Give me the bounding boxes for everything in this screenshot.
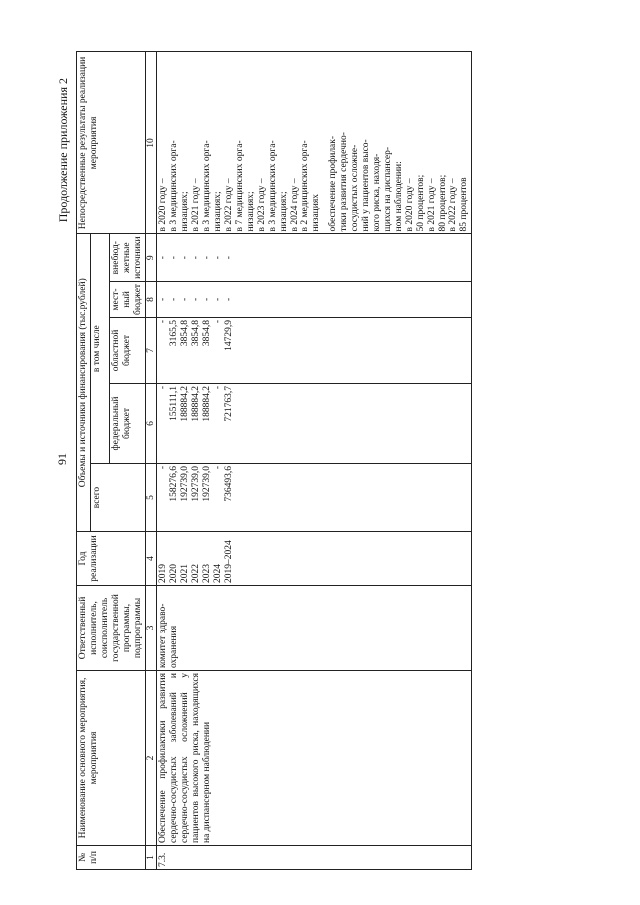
- federal-cell: 188884,2: [191, 386, 202, 422]
- result-line: в 2021 году –: [191, 178, 202, 232]
- header-regional: областной бюджет: [109, 318, 145, 384]
- local-cell: -: [223, 297, 234, 302]
- regional-cell: 3854,8: [191, 320, 202, 347]
- funding-table: [76, 51, 472, 870]
- header-total: всего: [90, 464, 145, 532]
- table-row: [157, 52, 472, 870]
- regional-cell: 3854,8: [202, 320, 213, 347]
- extrabudget-cell: -: [213, 256, 224, 260]
- year-cell: 2019–2024: [223, 540, 234, 583]
- result-line: обеспечение профилак-: [328, 135, 339, 232]
- federal-cell: 155111,1: [169, 386, 180, 421]
- result-line: низациях;: [180, 191, 191, 232]
- colnum-8: 8: [145, 281, 157, 317]
- result-line: 80 процентов;: [437, 174, 448, 232]
- regional-cell: 3854,8: [180, 320, 191, 347]
- federal-cell: 721763,7: [223, 386, 234, 422]
- federal-cell: -: [213, 386, 224, 390]
- result-line: в 2022 году –: [448, 178, 459, 232]
- result-line: в 2021 году –: [426, 178, 437, 232]
- year-cell: 2019: [158, 564, 169, 583]
- total-cell: -: [158, 466, 169, 470]
- row-regional: [157, 318, 472, 384]
- result-line: тики развития сердечно-: [339, 132, 350, 232]
- colnum-6: 6: [145, 384, 157, 464]
- result-line: в 2020 году –: [158, 178, 169, 232]
- result-line: кого риска, находя-: [371, 153, 382, 232]
- colnum-5: 5: [145, 464, 157, 532]
- appendix-caption: Продолжение приложения 2: [56, 78, 70, 223]
- extrabudget-cell: -: [191, 256, 202, 260]
- local-cell: -: [158, 297, 169, 302]
- row-federal: [157, 384, 472, 464]
- local-cell: -: [169, 297, 180, 302]
- total-cell: 158276,6: [169, 466, 180, 502]
- regional-cell: -: [213, 320, 224, 324]
- result-line: в 2022 году –: [223, 178, 234, 232]
- result-line: в 2023 году –: [256, 178, 267, 232]
- extrabudget-cell: -: [169, 256, 180, 260]
- page-number: 91: [55, 453, 69, 465]
- header-results: Непосредственные результаты реализации мероприятия: [77, 52, 146, 234]
- header-executor: Ответственный исполнитель, соисполнитель государственной программы, подпрограммы: [77, 586, 146, 671]
- total-cell: -: [213, 466, 224, 470]
- header-funding: Объемы и источники финансирования (тыс.рублей): [77, 234, 91, 532]
- header-federal: федеральный бюджет: [109, 384, 145, 464]
- result-line: в 2 медицинских орга-: [300, 140, 311, 232]
- regional-cell: 14729,9: [223, 320, 234, 351]
- row-results: [157, 52, 472, 234]
- regional-cell: -: [158, 320, 169, 324]
- total-cell: 192739,0: [202, 466, 213, 502]
- header-number: № п/п: [77, 846, 146, 870]
- executor-line: охранения: [169, 625, 180, 668]
- row-name: Обеспечение профилактики развития сердечно-сосудистых заболеваний и сердечно-сосудистых осложнений у пациентов высокого риска, находящихся на диспансерном наблюдении: [157, 671, 472, 846]
- extrabudget-cell: -: [202, 256, 213, 260]
- result-line: ний у пациентов высо-: [361, 139, 372, 232]
- year-cell: 2021: [180, 564, 191, 583]
- extrabudget-cell: -: [158, 256, 169, 260]
- row-years: [157, 532, 472, 586]
- colnum-10: 10: [145, 52, 157, 234]
- result-line: низациях;: [245, 191, 256, 232]
- year-cell: 2022: [191, 564, 202, 583]
- total-cell: 192739,0: [180, 466, 191, 502]
- result-line: 50 процентов;: [415, 174, 426, 232]
- result-line: низациях;: [213, 191, 224, 232]
- result-line: низациях;: [278, 191, 289, 232]
- year-cell: 2020: [169, 564, 180, 583]
- extrabudget-cell: -: [180, 256, 191, 260]
- result-line: в 2020 году –: [404, 178, 415, 232]
- row-number: 7.3.: [157, 846, 472, 870]
- row-local: [157, 281, 472, 317]
- header-extrabudget: внебюд-жетные источники: [109, 234, 145, 281]
- local-cell: -: [191, 297, 202, 302]
- result-line: в 2024 году –: [289, 178, 300, 232]
- header-year: Год реализации: [77, 532, 146, 586]
- header-including: в том числе: [90, 234, 109, 464]
- local-cell: -: [202, 297, 213, 302]
- result-line: щихся на диспансер-: [382, 146, 393, 232]
- local-cell: -: [180, 297, 191, 302]
- total-cell: 192739,0: [191, 466, 202, 502]
- federal-cell: 188884,2: [180, 386, 191, 422]
- year-cell: 2024: [213, 564, 224, 583]
- colnum-9: 9: [145, 234, 157, 281]
- result-line: в 3 медицинских орга-: [169, 140, 180, 232]
- result-line: в 3 медицинских орга-: [202, 140, 213, 232]
- colnum-7: 7: [145, 318, 157, 384]
- colnum-3: 3: [145, 586, 157, 671]
- result-line: в 3 медицинских орга-: [267, 140, 278, 232]
- local-cell: -: [213, 297, 224, 302]
- result-line: низациях: [311, 194, 322, 232]
- year-cell: 2023: [202, 564, 213, 583]
- total-cell: 736493,6: [223, 466, 234, 502]
- extrabudget-cell: -: [223, 256, 234, 260]
- row-executor: [157, 586, 472, 671]
- federal-cell: -: [158, 386, 169, 390]
- row-total: [157, 464, 472, 532]
- colnum-2: 2: [145, 671, 157, 846]
- result-line: ном наблюдении:: [393, 161, 404, 232]
- header-name: Наименование основного мероприятия, мероприятия: [77, 671, 146, 846]
- result-line: 85 процентов: [459, 177, 470, 232]
- header-local: мест-ный бюджет: [109, 281, 145, 317]
- regional-cell: 3165,5: [169, 320, 180, 347]
- colnum-4: 4: [145, 532, 157, 586]
- federal-cell: 188884,2: [202, 386, 213, 422]
- result-line: в 7 медицинских орга-: [234, 140, 245, 232]
- row-extrabudget: [157, 234, 472, 281]
- result-line: сосудистых осложне-: [350, 144, 361, 232]
- executor-line: комитет здраво-: [158, 603, 169, 668]
- colnum-1: 1: [145, 846, 157, 870]
